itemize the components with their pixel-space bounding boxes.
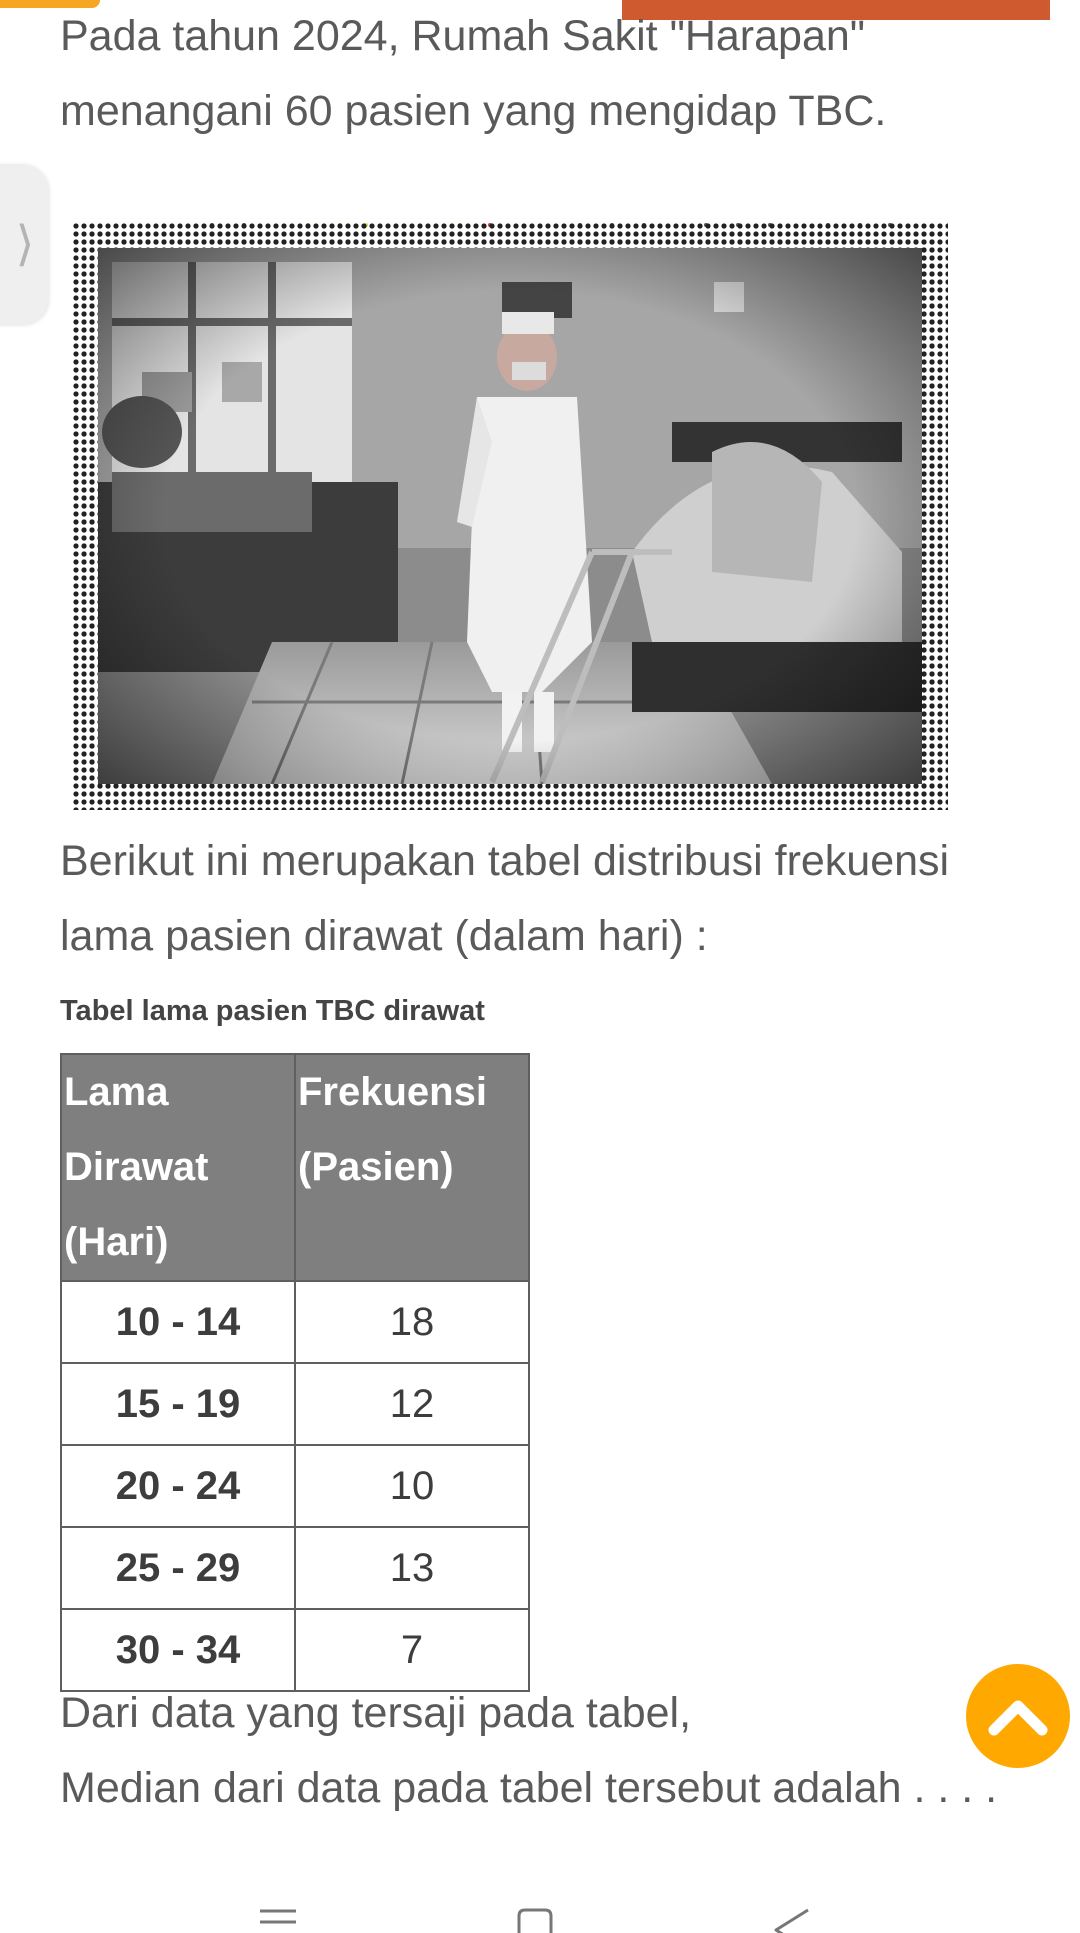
scroll-to-top-button[interactable] [966, 1664, 1070, 1768]
question-paragraph [60, 1676, 997, 1826]
header-frequency: Frekuensi (Pasien) [295, 1054, 529, 1281]
hospital-photo [72, 222, 948, 810]
table-row [61, 1527, 529, 1609]
intro-line-2: menangani 60 pasien yang mengidap TBC. [60, 87, 887, 135]
chevron-right-icon: ⟩ [15, 216, 35, 272]
question-lead-line: Dari data yang tersaji pada tabel, [60, 1689, 692, 1737]
system-navigation-bar [0, 1880, 1080, 1933]
question-line: Median dari data pada tabel tersebut adalah . . . . [60, 1764, 998, 1812]
frequency-table [60, 1053, 530, 1692]
table-caption: Tabel lama pasien TBC dirawat [60, 995, 485, 1027]
table-intro-line-2: lama pasien dirawat (dalam hari) : [60, 912, 708, 960]
table-row [61, 1281, 529, 1363]
duration-cell: 30 - 34 [61, 1609, 295, 1691]
frequency-cell: 12 [295, 1363, 529, 1445]
intro-paragraph [60, 0, 886, 149]
frequency-cell: 18 [295, 1281, 529, 1363]
table-intro-paragraph [60, 824, 949, 974]
frequency-cell: 7 [295, 1609, 529, 1691]
home-square-icon[interactable] [516, 1908, 554, 1933]
frequency-cell: 10 [295, 1445, 529, 1527]
table-row [61, 1363, 529, 1445]
chevron-up-icon [988, 1696, 1048, 1736]
duration-cell: 20 - 24 [61, 1445, 295, 1527]
side-drawer-handle[interactable] [0, 164, 48, 324]
frequency-cell: 13 [295, 1527, 529, 1609]
duration-cell: 25 - 29 [61, 1527, 295, 1609]
header-duration: Lama Dirawat (Hari) [61, 1054, 295, 1281]
back-triangle-icon[interactable] [772, 1908, 812, 1933]
intro-line-1: Pada tahun 2024, Rumah Sakit "Harapan" [60, 12, 866, 60]
duration-cell: 15 - 19 [61, 1363, 295, 1445]
table-header-row [61, 1054, 529, 1281]
menu-icon[interactable] [258, 1908, 298, 1933]
duration-cell: 10 - 14 [61, 1281, 295, 1363]
table-row [61, 1445, 529, 1527]
table-intro-line-1: Berikut ini merupakan tabel distribusi frekuensi [60, 837, 950, 885]
